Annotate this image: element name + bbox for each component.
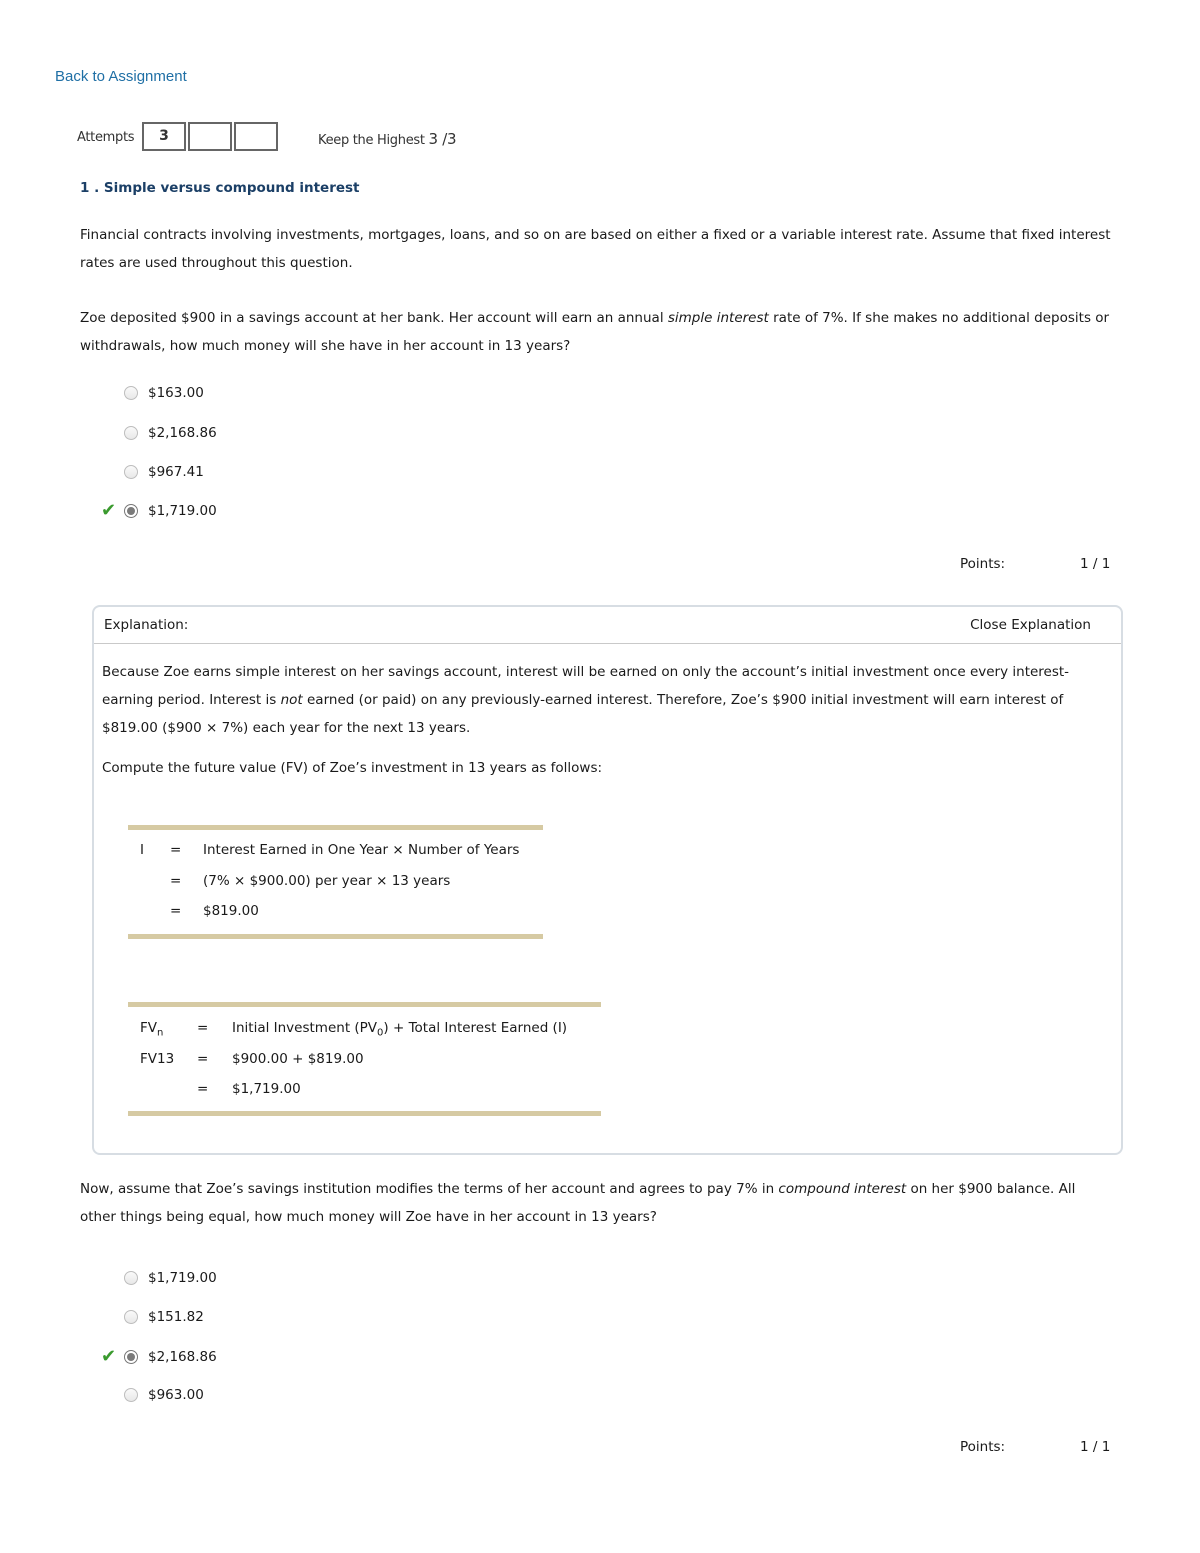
choice-label: $2,168.86 (148, 425, 217, 441)
radio-button-selected[interactable] (124, 1350, 138, 1364)
checkmark-icon: ✔ (101, 500, 117, 521)
choice-label: $163.00 (148, 385, 204, 401)
choice-label: $151.82 (148, 1309, 204, 1325)
part1-choice-3[interactable] (124, 462, 204, 482)
part1-choice-2[interactable] (124, 423, 217, 443)
part2-prompt-b: on her $900 balance. All other things being equal, how much money will Zoe have in her account in 13 years? (80, 1181, 1076, 1225)
radio-button[interactable] (124, 1271, 138, 1285)
attempt-box-1: 3 (142, 122, 186, 151)
choice-label: $967.41 (148, 464, 204, 480)
radio-button[interactable] (124, 1310, 138, 1324)
table1-top-rule (128, 825, 543, 830)
part2-prompt (80, 1175, 1115, 1231)
table2-var-1 (140, 1020, 163, 1039)
part2-points-value: 1 / 1 (1080, 1439, 1111, 1455)
explanation-paragraph-2: Compute the future value (FV) of Zoe’s investment in 13 years as follows: (102, 760, 603, 776)
table1-var: I (140, 842, 144, 858)
table1-row-3: $819.00 (203, 903, 259, 919)
table2-var-2: FV13 (140, 1051, 175, 1067)
table1-row-1: Interest Earned in One Year × Number of Years (203, 842, 520, 858)
table2-row-1-b: ) + Total Interest Earned (I) (383, 1020, 568, 1036)
choice-label: $1,719.00 (148, 503, 217, 519)
part1-prompt (80, 304, 1130, 360)
explanation-header (94, 607, 1121, 644)
table2-row-1 (232, 1020, 567, 1039)
radio-button[interactable] (124, 465, 138, 479)
attempts-label: Attempts (77, 130, 135, 145)
radio-button-selected[interactable] (124, 504, 138, 518)
radio-button[interactable] (124, 426, 138, 440)
part1-points-label: Points: (960, 556, 1006, 572)
expl-p1-b: earned (or paid) on any previously-earned interest. Therefore, Zoe’s $900 initial investment will earn interest of $819.00 ($900 × 7%) each year for the next 13 years. (102, 692, 1064, 736)
table2-var-1-sub: n (157, 1027, 164, 1039)
table2-row-2: $900.00 + $819.00 (232, 1051, 364, 1067)
table1-row-2: (7% × $900.00) per year × 13 years (203, 873, 451, 889)
part2-choice-1[interactable] (124, 1268, 217, 1288)
part2-prompt-a: Now, assume that Zoe’s savings institution modifies the terms of her account and agrees to pay 7% in (80, 1181, 779, 1197)
table2-top-rule (128, 1002, 601, 1007)
keep-highest-score: 3 /3 (428, 130, 457, 148)
part2-choice-3[interactable] (124, 1347, 217, 1367)
choice-label: $963.00 (148, 1387, 204, 1403)
attempt-box-3 (234, 122, 278, 151)
part1-choice-4[interactable] (124, 501, 217, 521)
keep-highest-text: Keep the Highest (318, 133, 425, 148)
part1-prompt-b: rate of 7%. If she makes no additional deposits or withdrawals, how much money will she have in her account in 13 years? (80, 310, 1110, 354)
table1-eq-2: = (170, 873, 182, 889)
explanation-title: Explanation: (104, 617, 189, 633)
table2-eq-1: = (197, 1020, 209, 1036)
expl-p1-em: not (280, 692, 303, 708)
table2-bottom-rule (128, 1111, 601, 1116)
back-to-assignment-link[interactable]: Back to Assignment (55, 68, 187, 85)
attempt-box-2 (188, 122, 232, 151)
choice-label: $1,719.00 (148, 1270, 217, 1286)
keep-highest-label (318, 130, 456, 148)
question-title: 1 . Simple versus compound interest (80, 180, 360, 196)
question-intro: Financial contracts involving investments, mortgages, loans, and so on are based on either a fixed or a variable interest rate. Assume that fixed interest rates are used throughout this question. (80, 227, 1111, 271)
part1-points-value: 1 / 1 (1080, 556, 1111, 572)
part2-prompt-em: compound interest (778, 1181, 907, 1197)
table1-eq-3: = (170, 903, 182, 919)
table2-var-1-text: FV (140, 1020, 158, 1036)
table1-bottom-rule (128, 934, 543, 939)
table1-eq-1: = (170, 842, 182, 858)
radio-button[interactable] (124, 386, 138, 400)
table2-row-3: $1,719.00 (232, 1081, 301, 1097)
table2-eq-3: = (197, 1081, 209, 1097)
part1-choice-1[interactable] (124, 383, 204, 403)
part1-prompt-a: Zoe deposited $900 in a savings account at her bank. Her account will earn an annual (80, 310, 668, 326)
radio-button[interactable] (124, 1388, 138, 1402)
table2-eq-2: = (197, 1051, 209, 1067)
checkmark-icon: ✔ (101, 1346, 117, 1367)
part2-choice-4[interactable] (124, 1385, 204, 1405)
close-explanation-button[interactable]: Close Explanation (970, 617, 1091, 633)
part1-prompt-em: simple interest (667, 310, 769, 326)
choice-label: $2,168.86 (148, 1349, 217, 1365)
part2-points-label: Points: (960, 1439, 1006, 1455)
expl-p1-a: Because Zoe earns simple interest on her savings account, interest will be earned on only the account’s initial investment once every interest-earning period. Interest is (102, 664, 1070, 708)
table2-row-1-sub: 0 (377, 1027, 384, 1039)
explanation-paragraph-1 (102, 658, 1107, 742)
part2-choice-2[interactable] (124, 1307, 204, 1327)
table2-row-1-a: Initial Investment (PV (232, 1020, 378, 1036)
